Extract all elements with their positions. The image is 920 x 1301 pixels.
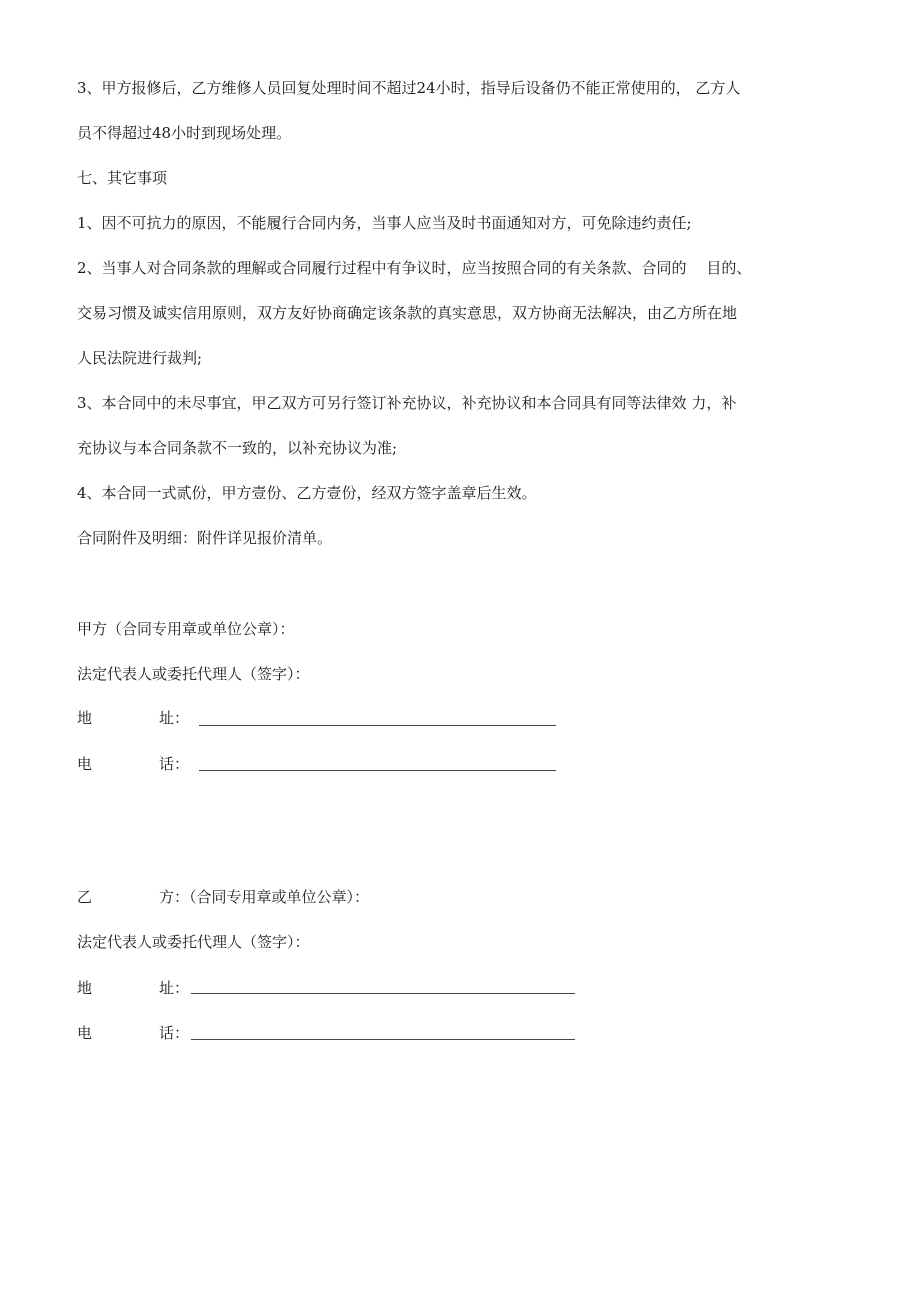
party-a-address-line bbox=[199, 725, 556, 726]
section-7-item-3-line-1: 3、本合同中的未尽事宜，甲乙双方可另行签订补充协议，补充协议和本合同具有同等法律效 力，补 bbox=[77, 394, 737, 412]
party-b-representative: 法定代表人或委托代理人（签字）： bbox=[77, 933, 310, 951]
clause-3-line-1: 3、甲方报修后，乙方维修人员回复处理时间不超过24小时，指导后设备仍不能正常使用的， 乙方人 bbox=[77, 79, 741, 97]
section-7-heading: 七、其它事项 bbox=[77, 169, 168, 187]
section-7-item-1: 1、因不可抗力的原因，不能履行合同内务，当事人应当及时书面通知对方，可免除违约责任; bbox=[77, 214, 692, 232]
section-7-item-2-line-3: 人民法院进行裁判; bbox=[77, 349, 203, 367]
section-7-item-2-line-2: 交易习惯及诚实信用原则，双方友好协商确定该条款的真实意思，双方协商无法解决，由乙方所在地 bbox=[77, 304, 738, 322]
section-7-item-4: 4、本合同一式贰份，甲方壹份、乙方壹份，经双方签字盖章后生效。 bbox=[77, 484, 537, 502]
party-a-title: 甲方（合同专用章或单位公章）： bbox=[77, 620, 295, 638]
party-a-phone-line bbox=[199, 770, 556, 771]
section-7-item-2-line-1: 2、当事人对合同条款的理解或合同履行过程中有争议时，应当按照合同的有关条款、合同的 目的、 bbox=[77, 259, 752, 277]
party-a-representative: 法定代表人或委托代理人（签字）： bbox=[77, 665, 310, 683]
party-b-phone-line bbox=[191, 1039, 575, 1040]
clause-3-line-2: 员不得超过48小时到现场处理。 bbox=[77, 124, 292, 142]
party-a-address-label-char1: 地 bbox=[77, 709, 93, 727]
party-a-address-label-char2: 址： bbox=[159, 709, 190, 727]
party-a-phone-label-char1: 电 bbox=[77, 755, 93, 773]
party-b-address-label-char2: 址： bbox=[159, 979, 190, 997]
party-b-title-char1: 乙 bbox=[77, 888, 93, 906]
party-b-address-label-char1: 地 bbox=[77, 979, 93, 997]
party-a-phone-label-char2: 话： bbox=[159, 755, 190, 773]
party-b-address-line bbox=[191, 993, 575, 994]
party-b-phone-label-char1: 电 bbox=[77, 1024, 93, 1042]
party-b-title-rest: 方：（合同专用章或单位公章）： bbox=[159, 888, 370, 906]
section-7-item-3-line-2: 充协议与本合同条款不一致的，以补充协议为准; bbox=[77, 439, 398, 457]
party-b-phone-label-char2: 话： bbox=[159, 1024, 190, 1042]
attachment-note: 合同附件及明细：附件详见报价清单。 bbox=[77, 529, 333, 547]
